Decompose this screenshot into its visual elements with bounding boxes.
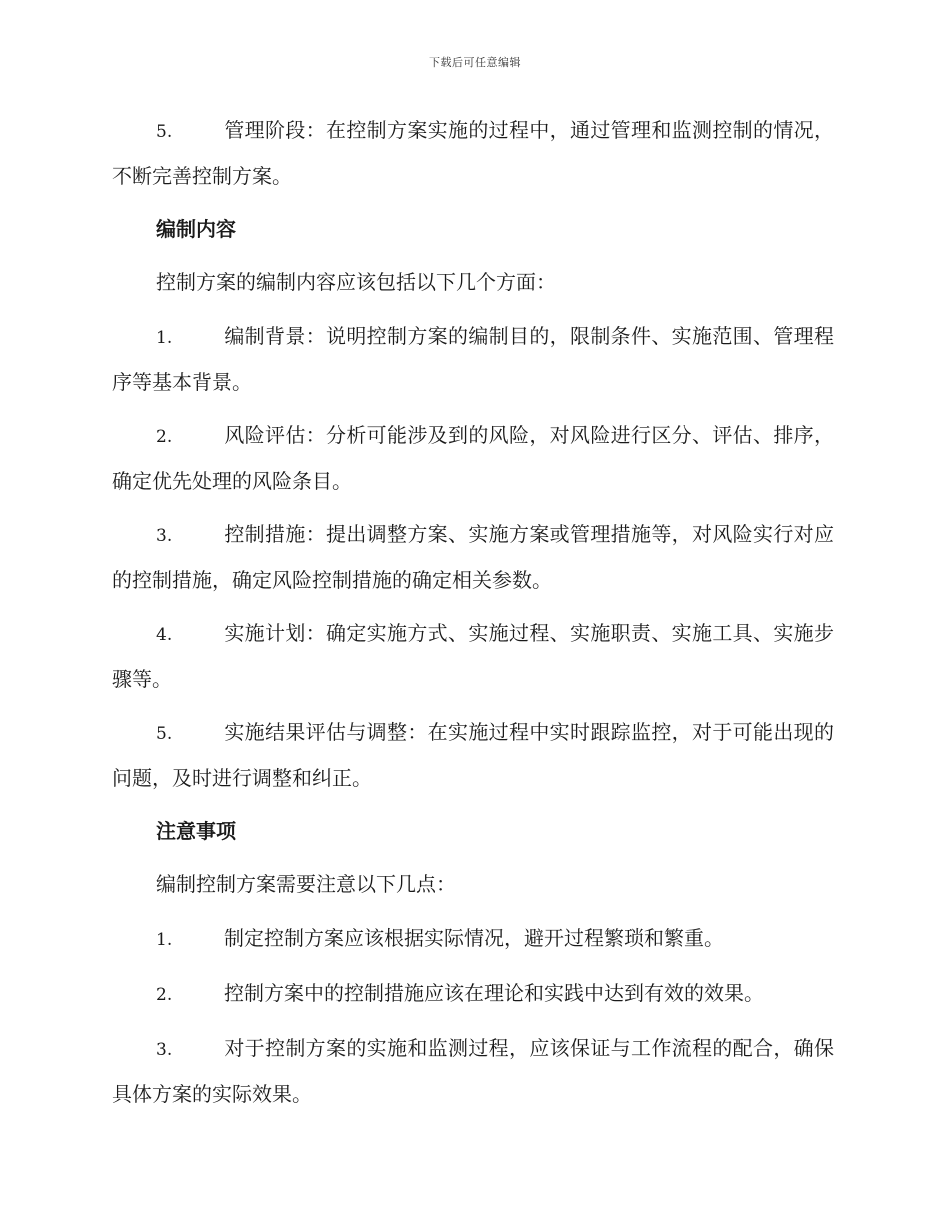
list-text: 控制措施：提出调整方案、实施方案或管理措施等，对风险实行对应的控制措施，确定风险控制措施的确定相关参数。 [112, 522, 834, 592]
list-text: 实施结果评估与调整：在实施过程中实时跟踪监控，对于可能出现的问题，及时进行调整和纠正。 [112, 720, 834, 790]
list-item [112, 1026, 834, 1116]
list-item [112, 710, 834, 800]
list-item [112, 512, 834, 602]
list-item [112, 314, 834, 404]
list-text: 实施计划：确定实施方式、实施过程、实施职责、实施工具、实施步骤等。 [112, 621, 834, 691]
list-item [112, 916, 834, 962]
list-number: 4. [156, 625, 173, 645]
section-heading-notes: 注意事项 [156, 819, 236, 843]
list-number: 2. [156, 427, 173, 447]
section-intro: 控制方案的编制内容应该包括以下几个方面： [156, 270, 556, 294]
list-number: 3. [156, 1040, 173, 1060]
list-text: 制定控制方案应该根据实际情况，避开过程繁琐和繁重。 [224, 926, 724, 950]
list-number: 3. [156, 526, 173, 546]
list-text: 对于控制方案的实施和监测过程，应该保证与工作流程的配合，确保具体方案的实际效果。 [112, 1036, 834, 1106]
list-number: 5. [156, 724, 173, 744]
list-number: 1. [156, 930, 173, 950]
list-item [112, 413, 834, 503]
list-text: 管理阶段：在控制方案实施的过程中，通过管理和监测控制的情况，不断完善控制方案。 [112, 118, 834, 188]
list-text: 编制背景：说明控制方案的编制目的，限制条件、实施范围、管理程序等基本背景。 [112, 324, 834, 394]
document-body [112, 108, 834, 1125]
section-heading-content: 编制内容 [156, 217, 236, 241]
list-item [112, 971, 834, 1017]
list-item [112, 611, 834, 701]
page-header: 下载后可任意编辑 [429, 56, 521, 69]
list-item [112, 108, 834, 198]
list-number: 2. [156, 985, 173, 1005]
list-number: 5. [156, 122, 173, 142]
list-text: 风险评估：分析可能涉及到的风险，对风险进行区分、评估、排序，确定优先处理的风险条目。 [112, 423, 834, 493]
list-text: 控制方案中的控制措施应该在理论和实践中达到有效的效果。 [224, 981, 764, 1005]
list-number: 1. [156, 328, 173, 348]
section-intro: 编制控制方案需要注意以下几点： [156, 872, 456, 896]
